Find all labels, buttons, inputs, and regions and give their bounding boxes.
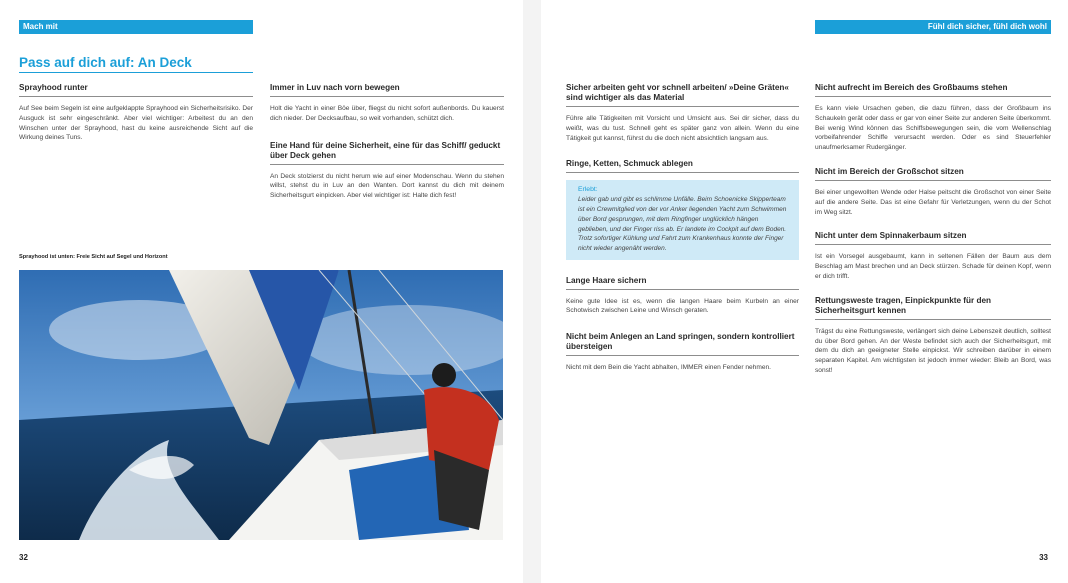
section-body: Ist ein Vorsegel ausgebaumt, kann in seltenen Fällen der Baum aus dem Beschlag am Mast brechen und an Deck stürzen. Schade für deinen Kopf, wenn er dich trifft. [815, 253, 1051, 280]
left-column-1 [19, 83, 253, 153]
section-heading: Lange Haare sichern [566, 276, 799, 290]
left-header-bar: Mach mit [19, 20, 253, 34]
info-box-body: Leider gab und gibt es schlimme Unfälle. Beim Schoenicke Skipperteam ist ein Crewmitglied von der vor Anker liegenden Yacht zum Schwimmen über Bord gesprungen, mit dem Ringfinger unglücklich hängen geblieben, und der Finger riss ab. Er landete im Cockpit auf dem Boden. Trotz sofortiger Kühlung und Fahrt zum Krankenhaus konnte der Finger nicht wieder angenäht werden. [578, 196, 787, 252]
right-page [541, 0, 1068, 583]
section-heading: Nicht unter dem Spinnakerbaum sitzen [815, 231, 1051, 245]
photo-caption: Sprayhood ist unten: Freie Sicht auf Segel und Horizont [19, 254, 168, 260]
section-heading: Nicht im Bereich der Großschot sitzen [815, 167, 1051, 181]
sailing-photo [19, 270, 503, 540]
section-heading: Immer in Luv nach vorn bewegen [270, 83, 504, 97]
section-heading: Nicht aufrecht im Bereich des Großbaums stehen [815, 83, 1051, 97]
section-body: Nicht mit dem Bein die Yacht abhalten, IMMER einen Fender nehmen. [566, 364, 772, 372]
section-body: Holt die Yacht in einer Böe über, fliegst du nicht sofort außenbords. Du kauerst dich nieder. Der Decksaufbau, so weit vorhanden, schützt dich. [270, 105, 504, 122]
section-body: Bei einer ungewollten Wende oder Halse peitscht die Großschot von einer Seite auf die andere Seite. Das ist eine Gefahr für Verletzungen, wenn du der Schot im Weg sitzt. [815, 188, 1051, 216]
section-heading: Rettungsweste tragen, Einpickpunkte für den Sicherheitsgurt kennen [815, 296, 1051, 320]
left-column-2 [270, 83, 504, 211]
section-heading: Sicher arbeiten geht vor schnell arbeiten/ »Deine Gräten« sind wichtiger als das Material [566, 83, 799, 107]
section-body: Führe alle Tätigkeiten mit Vorsicht und Umsicht aus. Sei dir sicher, dass du weißt, was du tust. Schnell geht es später ganz von allein. Wenn du eine Tätigkeit gut kannst, führst du die doch nicht absichtlich langsam aus. [566, 115, 799, 142]
info-box [566, 180, 799, 259]
section-body: An Deck stolzierst du nicht herum wie auf einer Modenschau. Wenn du stehen willst, stehst du in Luv an den Wanten. Dort kannst du dich mit deinem Sicherheitsgurt einpicken. Aber viel wichtiger ist: Halte dich fest! [270, 172, 504, 200]
section-body: Es kann viele Ursachen geben, die dazu führen, dass der Großbaum ins Schaukeln gerät oder dass er gar von einer Seite zur anderen Seite überkommt. Bei wenig Wind können das Schiffsbewegungen sein, die vom Wellenschlag vorbeifahrender Schiffe verursacht werden. Oder es sind Steuerfehler unaufmerksamer Rudergänger. [815, 105, 1051, 152]
section-heading: Nicht beim Anlegen an Land springen, sondern kontrolliert übersteigen [566, 332, 799, 356]
right-header-bar: Fühl dich sicher, fühl dich wohl [815, 20, 1051, 34]
section-heading: Eine Hand für deine Sicherheit, eine für das Schiff/ geduckt über Deck gehen [270, 141, 504, 165]
book-gutter [523, 0, 541, 583]
section-body: Keine gute Idee ist es, wenn die langen Haare beim Kurbeln an einer Schotwisch zwischen Leine und Winsch geraten. [566, 297, 799, 315]
section-body: Auf See beim Segeln ist eine aufgeklappte Sprayhood ein Sicherheitsrisiko. Der Ausguck ist sehr eingeschränkt. Aber viel wichtiger: Arbeitest du an den Winschen unter der Sprayhood, hast du keine ausreichende Sicht auf die Wirkung deines Tuns. [19, 105, 253, 142]
info-box-title: Erlebt: [578, 186, 598, 194]
section-heading: Sprayhood runter [19, 83, 253, 97]
section-body: Trägst du eine Rettungsweste, verlängert sich deine Lebenszeit deutlich, solltest du über Bord gehen. An der Weste befindet sich auch der Sicherheitsgurt, mit dem du dich an geeigneter Stelle einpickst. Wir schreiben darüber in einem separaten Kapitel. Am wichtigsten ist jedoch immer wieder: Bleib an Bord, was sonst! [815, 327, 1051, 374]
left-page [0, 0, 523, 583]
page-number: 32 [19, 553, 28, 562]
page-number: 33 [1039, 553, 1048, 562]
page-title: Pass auf dich auf: An Deck [19, 55, 253, 73]
right-column-2 [815, 83, 1051, 386]
right-column-1 [566, 83, 799, 383]
section-heading: Ringe, Ketten, Schmuck ablegen [566, 159, 799, 173]
